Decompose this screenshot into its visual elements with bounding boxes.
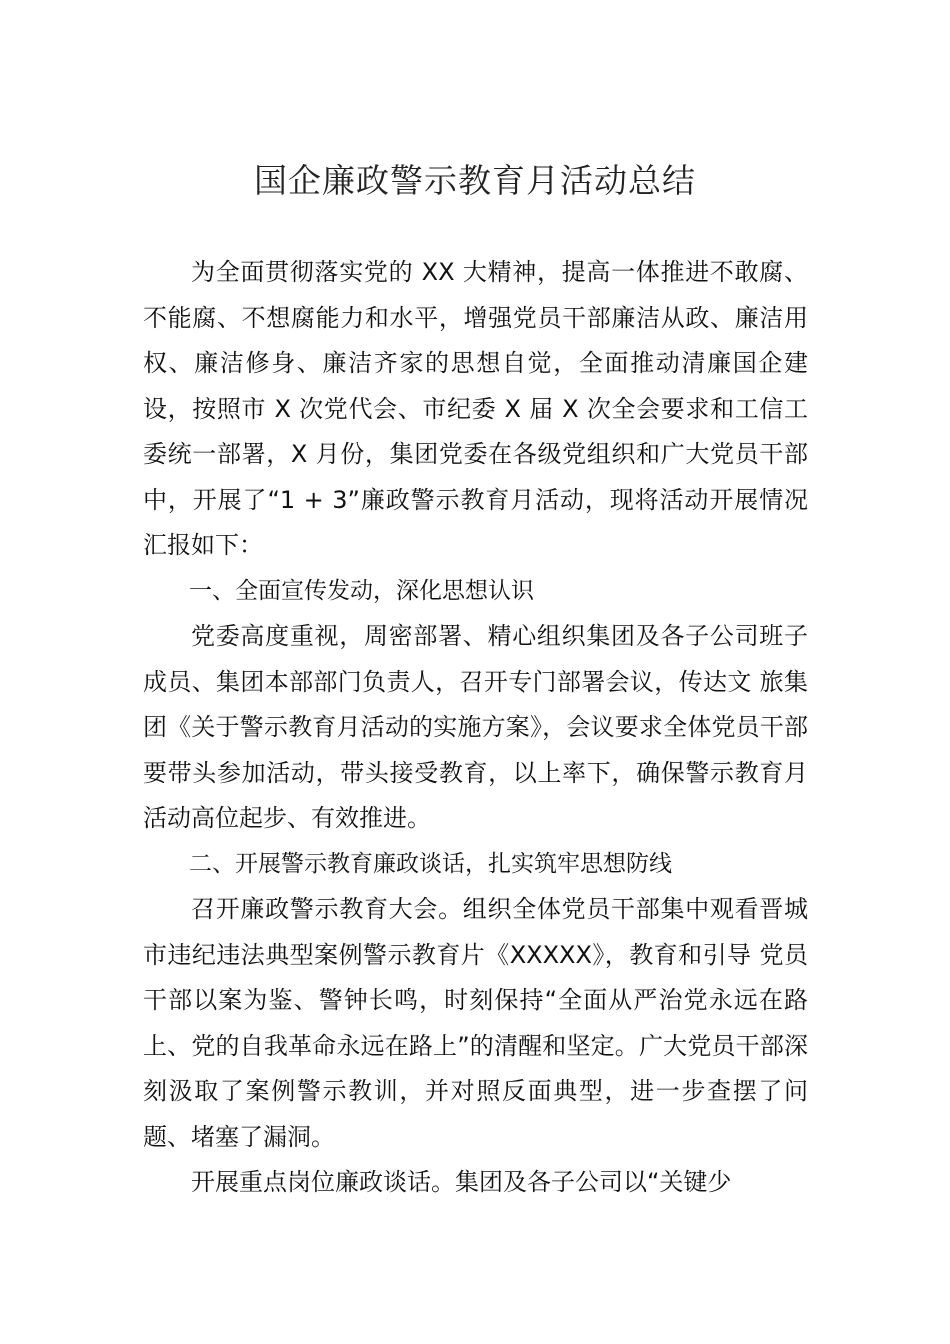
section-1-heading: 一、全面宣传发动，深化思想认识 (189, 577, 534, 604)
section-2-paragraph-2: 开展重点岗位廉政谈话。集团及各子公司以“关键少 (191, 1168, 732, 1196)
intro-paragraph: 为全面贯彻落实党的 XX 大精神，提高一体推进不敢腐、不能腐、不想腐能力和水平，增强党员干部廉洁从政、廉洁用权、廉洁修身、廉洁齐家的思想自觉，全面推动清廉国企建设，按照市 X 次党代会、市纪委 X 届 X 次全会要求和工信工委统一部署，X 月份，集团党委在各级党组织和广大党员干部中，开展了“1 + 3”廉政警示教育月活动，现将活动开展情况汇报如下： (143, 258, 808, 559)
document-title: 国企廉政警示教育月活动总结 (254, 161, 696, 200)
section-2-heading: 二、开展警示教育廉政谈话，扎实筑牢思想防线 (189, 850, 672, 877)
section-1-paragraph: 党委高度重视，周密部署、精心组织集团及各子公司班子成员、集团本部部门负责人，召开专门部署会议，传达文 旅集团《关于警示教育月活动的实施方案》，会议要求全体党员干部要带头参加活动，带头接受教育，以上率下，确保警示教育月活动高位起步、有效推进。 (143, 622, 808, 832)
document-body (143, 250, 808, 1206)
section-2-paragraph-1: 召开廉政警示教育大会。组织全体党员干部集中观看晋城市违纪违法典型案例警示教育片《XXXXX》，教育和引导 党员干部以案为鉴、警钟长鸣，时刻保持“全面从严治党永远在路上、党的自我革命永远在路上”的清醒和坚定。广大党员干部深刻汲取了案例警示教训，并对照反面典型，进一步查摆了问题、堵塞了漏洞。 (143, 895, 808, 1151)
